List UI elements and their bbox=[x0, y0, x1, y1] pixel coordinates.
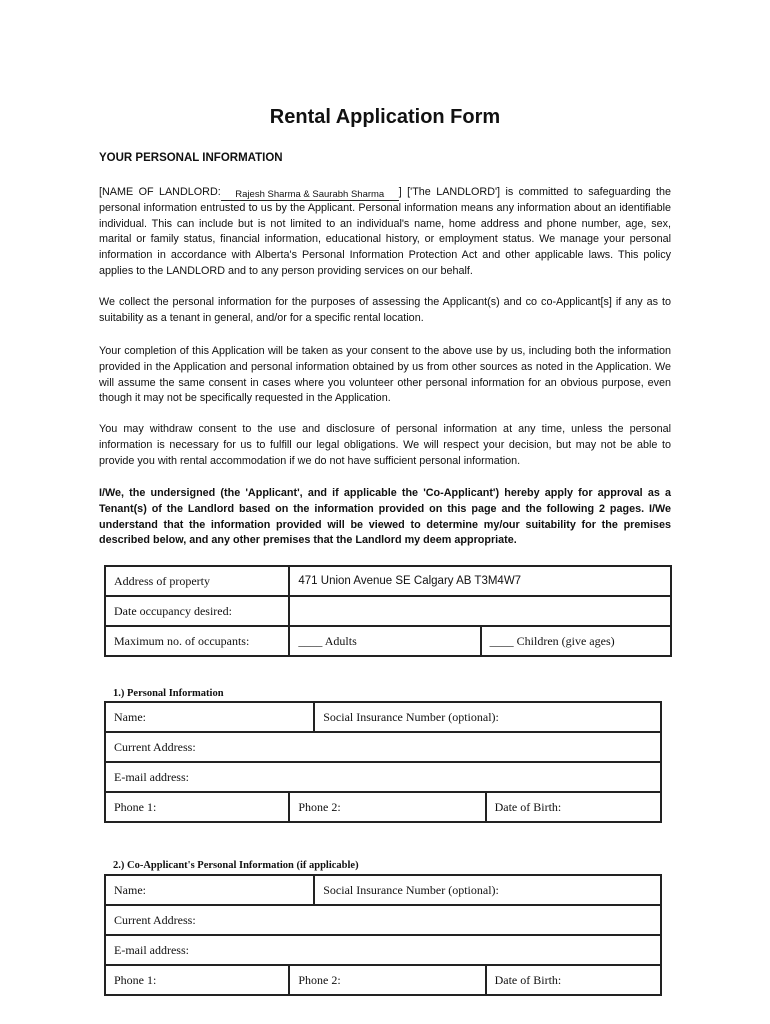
co-dob-field[interactable]: Date of Birth: bbox=[486, 965, 661, 995]
privacy-paragraph bbox=[99, 185, 671, 280]
landlord-name-field[interactable]: Rajesh Sharma & Saurabh Sharma bbox=[221, 189, 399, 201]
withdraw-paragraph: You may withdraw consent to the use and disclosure of personal information at any time, unless the personal information is necessary for us to fulfill our legal obligations. We will respect your decision, but may not be able to provide you with rental accommodation if we do not have sufficient personal information. bbox=[99, 423, 671, 467]
purpose-paragraph: We collect the personal information for the purposes of assessing the Applicant(s) and co co-Applicant[s] if any as to suitability as a tenant in general, and/or for a specific rental location. bbox=[99, 296, 671, 324]
date-occupancy-label: Date occupancy desired: bbox=[105, 596, 289, 626]
co-current-address-field[interactable]: Current Address: bbox=[105, 905, 661, 935]
name-field[interactable]: Name: bbox=[105, 702, 314, 732]
coapplicant-info-heading: 2.) Co-Applicant's Personal Information (if applicable) bbox=[113, 860, 359, 871]
co-phone2-field[interactable]: Phone 2: bbox=[289, 965, 485, 995]
email-field[interactable]: E-mail address: bbox=[105, 762, 661, 792]
co-email-field[interactable]: E-mail address: bbox=[105, 935, 661, 965]
current-address-field[interactable]: Current Address: bbox=[105, 732, 661, 762]
declaration-paragraph: I/We, the undersigned (the 'Applicant', and if applicable the 'Co-Applicant') hereby apply for approval as a Tenant(s) of the Landlord based on the information provided on this page and the following 2 pages. I/We understand that the information provided will be viewed to determine my/our suitability for the premises described below, and any other premises that the Landlord my deem appropriate. bbox=[99, 487, 671, 547]
date-occupancy-field[interactable] bbox=[289, 596, 671, 626]
landlord-prefix: [NAME OF LANDLORD: bbox=[99, 186, 221, 198]
dob-field[interactable]: Date of Birth: bbox=[486, 792, 661, 822]
children-field[interactable]: ____ Children (give ages) bbox=[481, 626, 671, 656]
personal-info-heading: 1.) Personal Information bbox=[113, 688, 224, 699]
address-of-property-field[interactable]: 471 Union Avenue SE Calgary AB T3M4W7 bbox=[289, 566, 671, 596]
address-of-property-label: Address of property bbox=[105, 566, 289, 596]
page-title: Rental Application Form bbox=[269, 106, 501, 128]
co-name-field[interactable]: Name: bbox=[105, 875, 314, 905]
phone1-field[interactable]: Phone 1: bbox=[105, 792, 289, 822]
property-table bbox=[104, 565, 672, 657]
sin-field[interactable]: Social Insurance Number (optional): bbox=[314, 702, 661, 732]
personal-info-table bbox=[104, 701, 662, 823]
section-heading: YOUR PERSONAL INFORMATION bbox=[99, 152, 283, 164]
adults-field[interactable]: ____ Adults bbox=[289, 626, 480, 656]
phone2-field[interactable]: Phone 2: bbox=[289, 792, 485, 822]
privacy-text: ] ['The LANDLORD'] is committed to safeguarding the personal information entrusted to us by the Applicant. Personal information means any information about an identifiable individual. This can include but is not limited to an individual's name, home address and phone number, age, sex, marital or family status, financial information, educational history, or employment status. We manage your personal information in accordance with Alberta's Personal Information Protection Act and other applicable laws. This policy applies to the LANDLORD and to any person providing services on our behalf. bbox=[99, 186, 672, 277]
consent-paragraph: Your completion of this Application will be taken as your consent to the above use by us, including both the information provided in the Application and personal information obtained by us from other sources as noted in the Application. We will assume the same consent in cases where you volunteer other personal information for an obvious purpose, even though it may not be specifically requested in the Application. bbox=[99, 345, 671, 405]
max-occupants-label: Maximum no. of occupants: bbox=[105, 626, 289, 656]
co-phone1-field[interactable]: Phone 1: bbox=[105, 965, 289, 995]
co-sin-field[interactable]: Social Insurance Number (optional): bbox=[314, 875, 661, 905]
coapplicant-info-table bbox=[104, 874, 662, 996]
